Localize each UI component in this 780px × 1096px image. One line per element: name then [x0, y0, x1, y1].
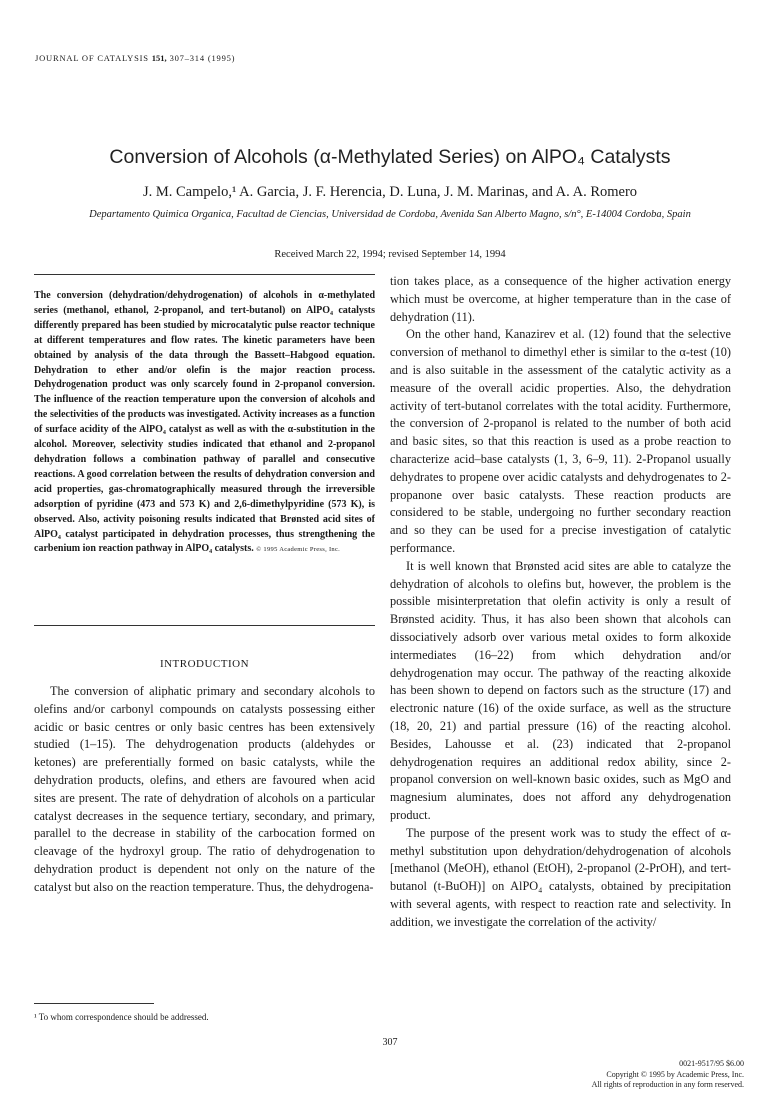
body-paragraph: The conversion of aliphatic primary and secondary alcohols to olefins and/or carbonyl compounds on catalysts possessing either acidic or basic centres or only basic centres has been extensively studied (1–15). The dehydrogenation products (aldehydes or ketones) are preferentially formed on basic catalysts, while the dehydration products, olefins, and ethers are favoured when acid sites are present. The rate of dehydration of alcohols on a particular catalyst decreases in the sequence tertiary, secondary, and primary, parallel to the decrease in stability of the carbocation formed on cleavage of the hydroxyl group. The ratio of dehydrogenation to dehydration product is dependent not only on the nature of the catalyst but also on the reaction temperature. Thus, the dehydrogena- [34, 684, 375, 894]
footnote-rule [34, 1003, 154, 1004]
journal-header [35, 53, 235, 63]
body-paragraph: The purpose of the present work was to study the effect of α-methyl substitution upon dehydration/dehydrogenation of alcohols [methanol (MeOH), ethanol (EtOH), 2-propanol (2-PrOH), and tert-butanol (t-BuOH)] on AlPO₄ catalysts, obtained by precipitation with several agents, with respect to reaction rate and selectivity. In addition, we investigate the correlation of the activity/ [390, 825, 731, 929]
author-list: J. M. Campelo,¹ A. Garcia, J. F. Herencia, D. Luna, J. M. Marinas, and A. A. Romero [142, 184, 638, 200]
journal-name: JOURNAL OF CATALYSIS [35, 53, 149, 63]
copyright-block [592, 1059, 744, 1091]
abstract [34, 289, 375, 558]
journal-volume: 151, [151, 53, 167, 63]
right-column [390, 273, 731, 931]
section-heading: INTRODUCTION [159, 658, 250, 670]
abstract-top-rule [34, 274, 375, 275]
left-column [34, 683, 375, 897]
abstract-text: The conversion (dehydration/dehydrogenation) of alcohols in α-methylated series (methanol, ethanol, 2-propanol, and tert-butanol) on AlPO₄ catalysts differently prepared has been studied by microcatalytic pulse reactor technique at different temperatures and flow rates. The kinetic parameters have been obtained by analysis of the data through the Bassett–Habgood equation. Dehydration to ether and/or olefin is the major reaction process. Dehydrogenation product was only scarcely found in 2-propanol conversion. The influence of the reaction temperature upon the conversion of alcohols and the selectivities of the products was investigated. Activity increases as a function of surface acidity of the AlPO₄ catalyst as well as with the α-substitution in the alcohol. Moreover, selectivity studies indicated that ethanol and 2-propanol dehydration follows a combination pathway of parallel and consecutive reactions. A good correlation between the results of dehydration conversion and acid properties, gas-chromatographically measured through the irreversible adsorption of pyridine (473 and 573 K) and 2,6-dimethylpyridine (573 K), is observed. Also, activity poisoning results indicated that Brønsted acid sites of AlPO₄ catalyst participated in dehydration processes, thus strengthening the carbenium ion reaction pathway in AlPO₄ catalysts. [34, 290, 375, 555]
article-title: Conversion of Alcohols (α-Methylated Series) on AlPO₄ Catalysts [109, 146, 671, 168]
abstract-copyright: © 1995 Academic Press, Inc. [256, 546, 341, 554]
body-paragraph: It is well known that Brønsted acid sites are able to catalyze the dehydration of alcohols to olefins but, however, the problem is the possible misinterpretation that olefin activity is only a result of Brønsted acidity. Thus, it has also been shown that alcohols can dissociatively adsorb over various metal oxides to form alkoxide intermediates (16–22) from which dehydration and/or dehydrogenation may occur. The pathway of the reacting alkoxide has been shown to depend on factors such as the structure (17) and electronic nature (16) of the oxide surface, as well as the structure (18, 20, 21) and partial pressure (16) of the reacting alcohol. Besides, Lahousse et al. (23) indicated that 2-propanol dehydrogenation requires an additional redox ability, since 2-propanol conversion on well-known basic oxides, such as MgO and magnesium aluminates, does not afford any dehydrogenation product. [390, 558, 731, 822]
received-dates: Received March 22, 1994; revised September 14, 1994 [274, 249, 506, 260]
body-paragraph: tion takes place, as a consequence of the higher activation energy which must be overcome, at higher temperature than in the case of dehydration (11). [390, 274, 731, 324]
page-number: 307 [382, 1037, 398, 1048]
copyright-line: All rights of reproduction in any form reserved. [591, 1080, 744, 1089]
body-paragraph: On the other hand, Kanazirev et al. (12) found that the selective conversion of methanol to dimethyl ether is similar to the α-test (10) and is also suitable in the assessment of the catalytic activity as a measure of the overall acidic properties. Also, the dehydration activity of tert-butanol correlates with the total acidity. Furthermore, the conversion of 2-propanol is related to the number of both acid and basic sites, so that this reaction is used as a probe reaction to characterize acid–base catalysts (1, 3, 6–9, 11). 2-Propanol usually dehydrates to propene over acidic catalysts and dehydrogenates to 2-propanone over basic catalysts. These reaction products are considered to be stable, undergoing no further secondary reaction and so they can be used for a precise investigation of catalytic performance. [390, 327, 731, 555]
affiliation: Departamento Quimica Organica, Facultad de Ciencias, Universidad de Cordoba, Avenida San Alberto Magno, s/n°, E-14004 Cordoba, Spain [89, 209, 691, 220]
copyright-line: Copyright © 1995 by Academic Press, Inc. [606, 1069, 744, 1079]
abstract-bottom-rule [34, 625, 375, 626]
journal-pages: 307–314 (1995) [169, 53, 236, 63]
footnote: ¹ To whom correspondence should be addressed. [34, 1012, 209, 1022]
copyright-line: 0021-9517/95 $6.00 [679, 1059, 744, 1068]
